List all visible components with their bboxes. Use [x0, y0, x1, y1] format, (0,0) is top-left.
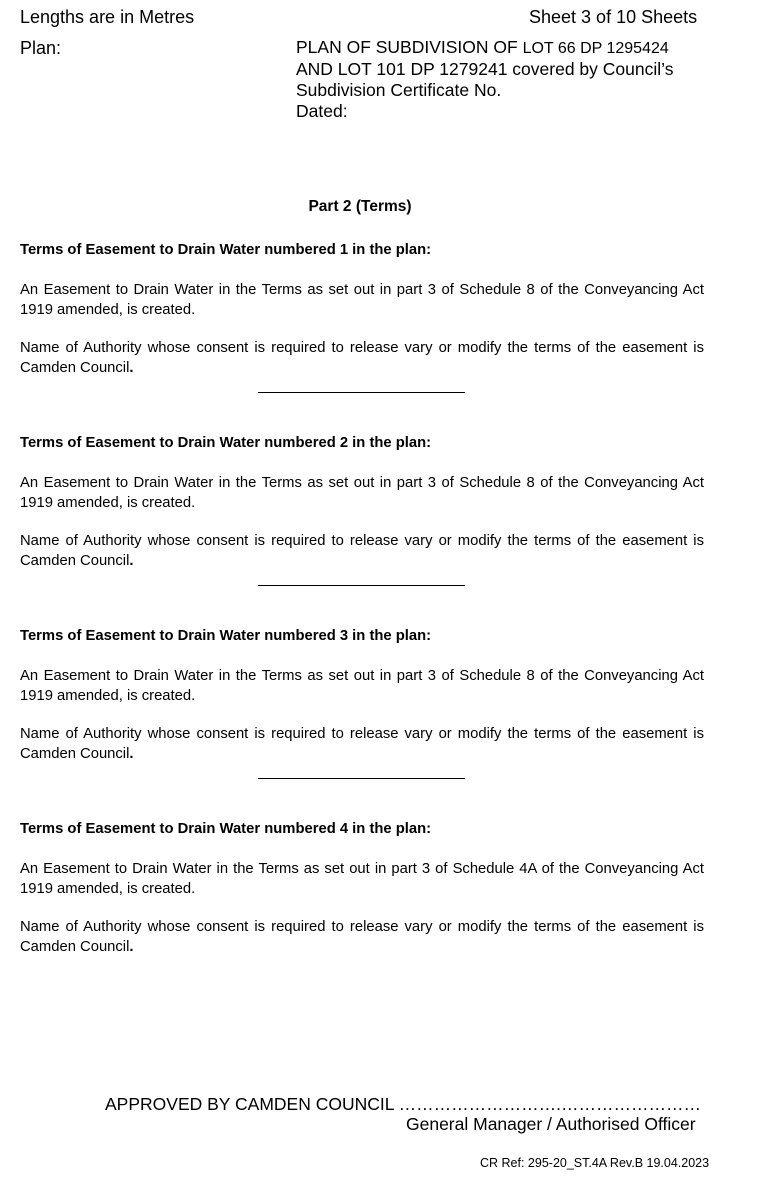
- section-para-terms: An Easement to Drain Water in the Terms as set out in part 3 of Schedule 8 of the Conveyancing Act 1919 amended, is created.: [20, 668, 704, 704]
- plan-title: [296, 37, 673, 122]
- plan-lot-reference: LOT 66 DP 1295424: [522, 40, 669, 57]
- section-divider: [258, 778, 465, 779]
- section-title: Terms of Easement to Drain Water numbered 2 in the plan:: [20, 435, 432, 451]
- section-para-authority: Name of Authority whose consent is required to release vary or modify the terms of the easement is Camden Council.: [20, 919, 704, 955]
- section-para-authority: Name of Authority whose consent is required to release vary or modify the terms of the easement is Camden Council.: [20, 533, 704, 569]
- document-reference: CR Ref: 295-20_ST.4A Rev.B 19.04.2023: [480, 1156, 710, 1170]
- section-title: Terms of Easement to Drain Water numbered 1 in the plan:: [20, 242, 432, 258]
- section-divider: [258, 585, 465, 586]
- section-para-terms: An Easement to Drain Water in the Terms as set out in part 3 of Schedule 8 of the Conveyancing Act 1919 amended, is created.: [20, 282, 704, 318]
- section-title: Terms of Easement to Drain Water numbered 3 in the plan:: [20, 628, 432, 644]
- plan-label: Plan:: [20, 38, 62, 58]
- plan-title-line2: AND LOT 101 DP 1279241 covered by Council’s: [296, 59, 674, 79]
- section-para-authority: Name of Authority whose consent is required to release vary or modify the terms of the easement is Camden Council.: [20, 340, 704, 376]
- plan-title-line3: Subdivision Certificate No.: [296, 80, 502, 100]
- section-para-terms: An Easement to Drain Water in the Terms as set out in part 3 of Schedule 8 of the Conveyancing Act 1919 amended, is created.: [20, 475, 704, 511]
- approval-line: APPROVED BY CAMDEN COUNCIL ……………………….……………………: [105, 1094, 702, 1114]
- section-divider: [258, 392, 465, 393]
- section-para-authority: Name of Authority whose consent is required to release vary or modify the terms of the easement is Camden Council.: [20, 726, 704, 762]
- plan-dated: Dated:: [296, 101, 348, 121]
- signatory-title: General Manager / Authorised Officer: [406, 1114, 696, 1134]
- sheet-number: Sheet 3 of 10 Sheets: [529, 7, 698, 27]
- section-para-terms: An Easement to Drain Water in the Terms as set out in part 3 of Schedule 4A of the Conveyancing Act 1919 amended, is created.: [20, 861, 704, 897]
- section-title: Terms of Easement to Drain Water numbered 4 in the plan:: [20, 821, 432, 837]
- part-title: Part 2 (Terms): [308, 198, 412, 215]
- lengths-note: Lengths are in Metres: [20, 7, 195, 27]
- plan-title-line1: PLAN OF SUBDIVISION OF LOT 66 DP 1295424: [296, 37, 669, 57]
